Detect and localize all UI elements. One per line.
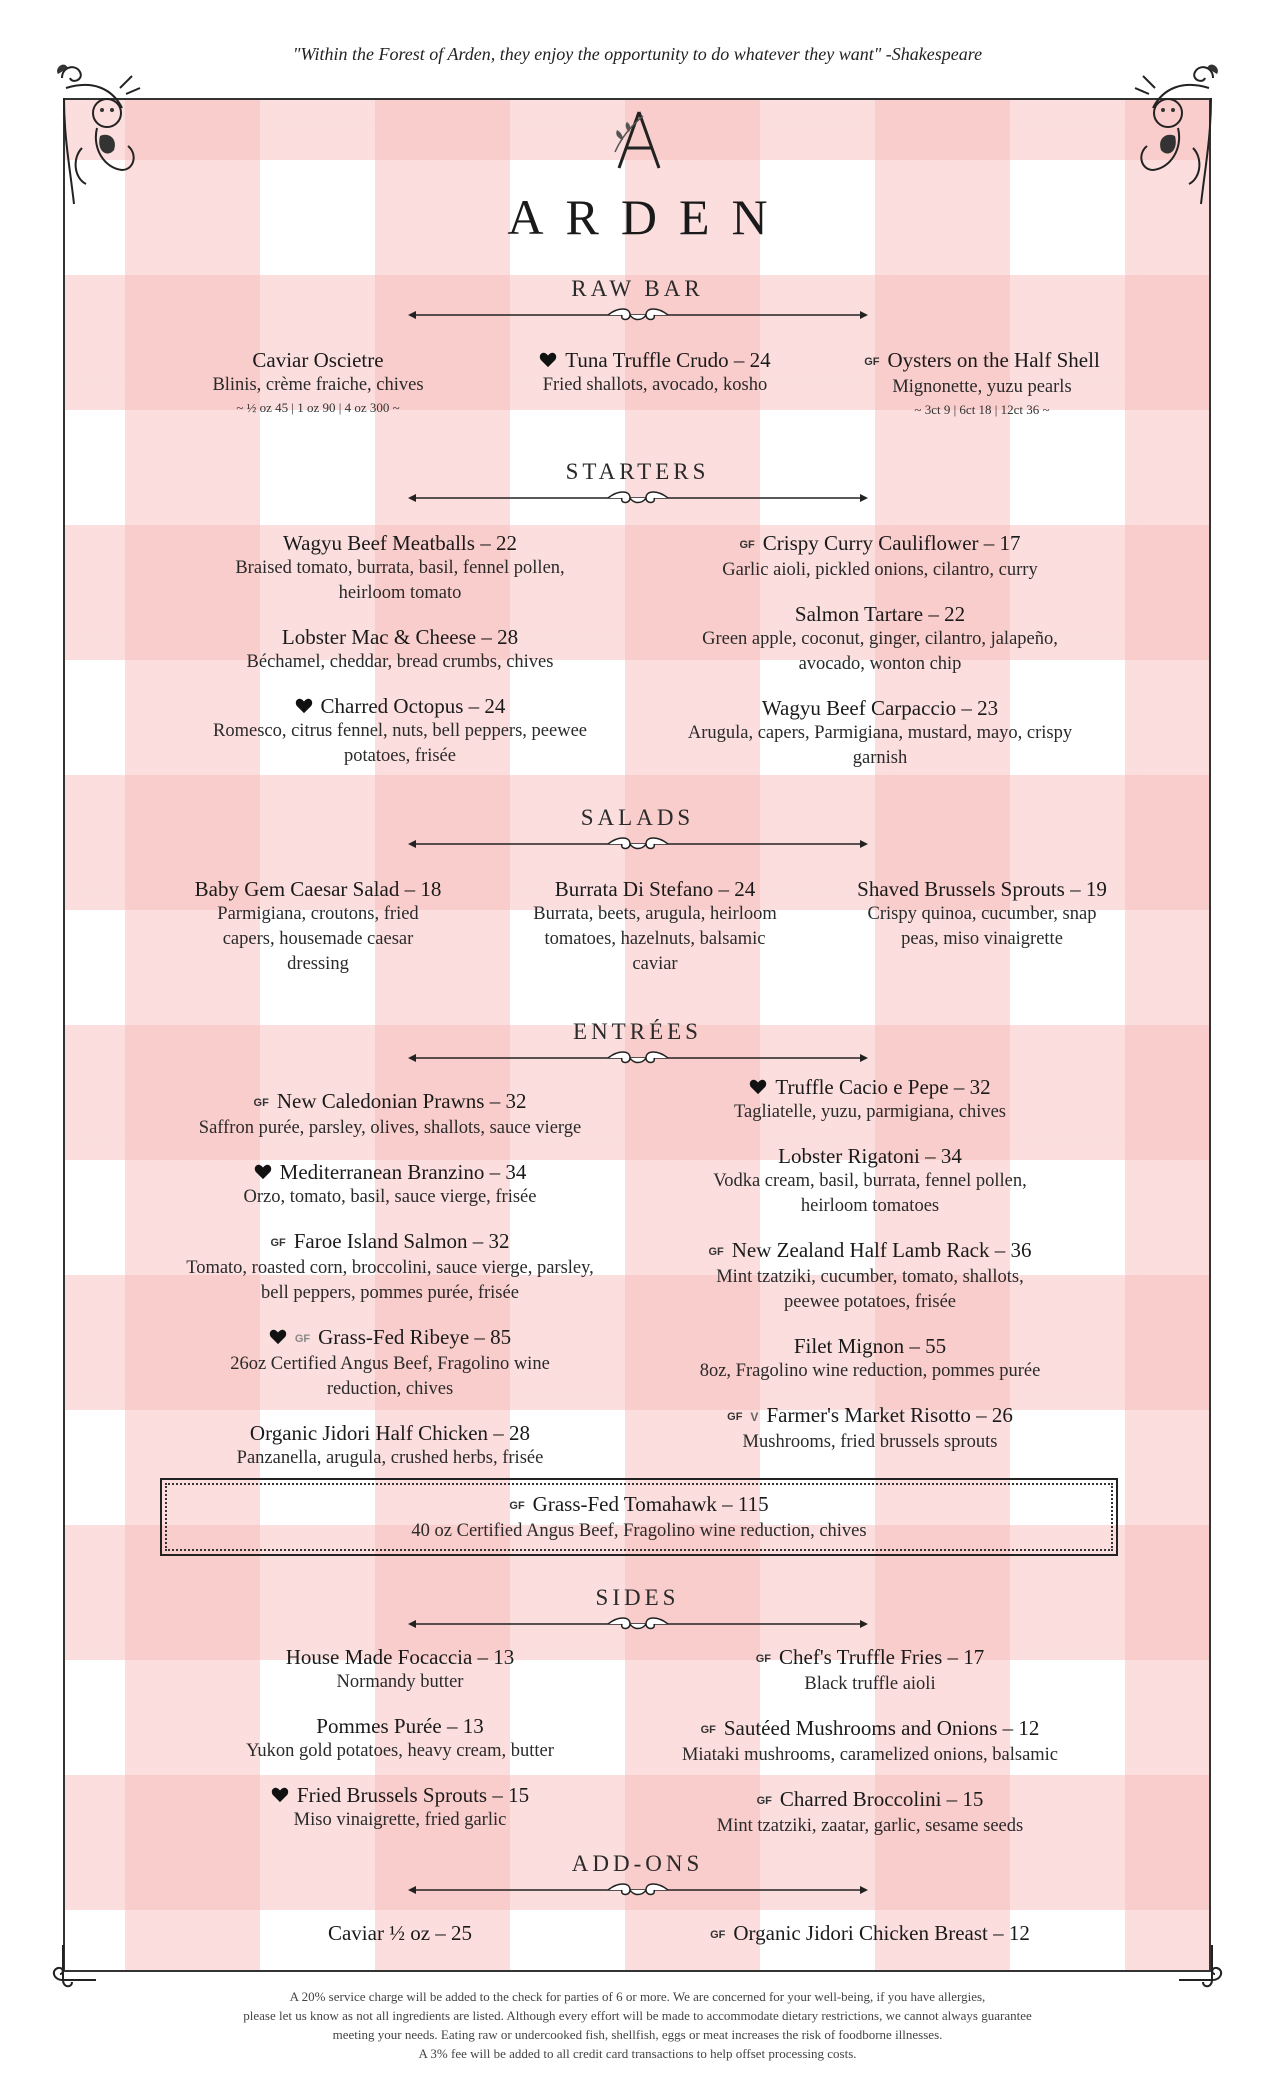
item-name: Lobster Mac & Cheese – 28 — [281, 625, 519, 649]
item-name-row — [170, 1324, 610, 1352]
item-name: House Made Focaccia – 13 — [285, 1645, 515, 1669]
item-description: Fried shallots, avocado, kosho — [542, 375, 768, 395]
starters-right-column — [670, 530, 1090, 789]
item-description: Béchamel, cheddar, bread crumbs, chives — [246, 652, 554, 672]
item-name: Baby Gem Caesar Salad – 18 — [194, 877, 442, 901]
heart-icon — [539, 352, 557, 368]
starters-left-column — [190, 530, 610, 789]
menu-item — [670, 530, 1090, 583]
ornamental-divider-icon — [408, 490, 868, 506]
item-name: New Zealand Half Lamb Rack – 36 — [731, 1238, 1032, 1262]
item-description: Saffron purée, parsley, olives, shallots, sauce vierge — [198, 1118, 582, 1138]
gluten-free-badge: GF — [727, 1411, 743, 1423]
item-name-row — [170, 1159, 610, 1185]
add-ons-items — [180, 1920, 1100, 1966]
item-name: Tuna Truffle Crudo – 24 — [565, 348, 771, 372]
section-title: ENTRÉES — [573, 1019, 702, 1044]
vegetarian-badge: V — [750, 1410, 759, 1424]
item-name-row — [640, 1920, 1100, 1948]
menu-item — [170, 1420, 610, 1471]
item-name: Salmon Tartare – 22 — [794, 602, 966, 626]
item-name-row — [650, 1074, 1090, 1100]
arden-monogram-logo — [0, 108, 1275, 177]
item-description: Mint tzatziki, cucumber, tomato, shallots, peewee potatoes, frisée — [716, 1267, 1024, 1312]
menu-item — [170, 1088, 610, 1141]
section-salads — [0, 804, 1275, 852]
item-name: Chef's Truffle Fries – 17 — [779, 1645, 985, 1669]
item-description: Miataki mushrooms, caramelized onions, balsamic — [681, 1745, 1059, 1765]
menu-item — [168, 347, 468, 420]
menu-item — [170, 1228, 610, 1306]
item-name-row — [180, 1782, 620, 1808]
item-description: Yukon gold potatoes, heavy cream, butter — [246, 1741, 554, 1761]
item-description: Parmigiana, croutons, fried capers, housemade caesar dressing — [217, 904, 419, 974]
gluten-free-badge: GF — [270, 1237, 286, 1249]
menu-item — [190, 624, 610, 675]
section-sides — [0, 1584, 1275, 1632]
heart-icon — [749, 1079, 767, 1095]
entrees-items — [170, 1075, 1090, 1489]
item-name: Farmer's Market Risotto – 26 — [766, 1403, 1013, 1427]
scroll-corner-ornament-icon — [1177, 1940, 1227, 1990]
item-name: Caviar Oscietre — [252, 348, 384, 372]
section-title: SIDES — [595, 1585, 680, 1610]
menu-item — [650, 1143, 1090, 1219]
footer-line: meeting your needs. Eating raw or undercooked fish, shellfish, eggs or meat increases the risk of foodborne illnesses. — [332, 2027, 943, 2042]
item-price-note: ~ 3ct 9 | 6ct 18 | 12ct 36 ~ — [914, 402, 1050, 417]
menu-item — [190, 693, 610, 769]
menu-item — [650, 1402, 1090, 1455]
monogram-a-icon — [603, 108, 673, 172]
item-name: Oysters on the Half Shell — [887, 348, 1100, 372]
item-description: Arugula, capers, Parmigiana, mustard, mayo, crispy garnish — [687, 723, 1073, 768]
menu-item — [505, 876, 805, 977]
ornamental-divider-icon — [408, 307, 868, 323]
item-name-row — [640, 1786, 1100, 1814]
menu-item — [832, 347, 1132, 420]
item-name-row — [832, 347, 1132, 375]
item-description: Tomato, roasted corn, broccolini, sauce vierge, parsley, bell peppers, pommes purée, frisée — [186, 1258, 594, 1303]
item-name: Grass-Fed Tomahawk – 115 — [532, 1492, 769, 1516]
menu-item — [180, 1713, 620, 1764]
menu-item — [180, 1644, 620, 1695]
footer-line: A 20% service charge will be added to the check for parties of 6 or more. We are concerned for your well-being, if you have allergies, — [289, 1989, 986, 2004]
item-name-row — [650, 1237, 1090, 1265]
item-description: Braised tomato, burrata, basil, fennel pollen, heirloom tomato — [235, 558, 565, 603]
menu-item — [650, 1237, 1090, 1315]
item-name: New Caledonian Prawns – 32 — [276, 1089, 527, 1113]
section-title: STARTERS — [565, 459, 710, 484]
gluten-free-badge: GF — [700, 1724, 716, 1736]
section-add-ons — [0, 1850, 1275, 1898]
item-name: Charred Octopus – 24 — [320, 694, 506, 718]
item-description: Green apple, coconut, ginger, cilantro, jalapeño, avocado, wonton chip — [702, 629, 1058, 674]
footer-line: A 3% fee will be added to all credit card transactions to help offset processing costs. — [418, 2046, 857, 2061]
ornamental-divider-icon — [408, 1882, 868, 1898]
gluten-free-badge: GF — [509, 1500, 525, 1512]
menu-item — [190, 530, 610, 606]
sides-left-column — [180, 1644, 620, 1857]
section-title: RAW BAR — [571, 276, 704, 301]
item-name-row — [167, 1491, 1111, 1519]
item-description: Mushrooms, fried brussels sprouts — [742, 1432, 998, 1452]
item-name: Wagyu Beef Carpaccio – 23 — [761, 696, 999, 720]
gluten-free-badge: GF — [253, 1097, 269, 1109]
gluten-free-badge: GF — [708, 1246, 724, 1258]
menu-item — [650, 1074, 1090, 1125]
salads-items — [168, 876, 1132, 995]
item-name: Burrata Di Stefano – 24 — [554, 877, 756, 901]
tomahawk-feature-box — [160, 1478, 1118, 1556]
item-name: Pommes Purée – 13 — [316, 1714, 484, 1738]
item-name: Shaved Brussels Sprouts – 19 — [857, 877, 1107, 901]
item-name: Faroe Island Salmon – 32 — [293, 1229, 510, 1253]
item-description: Blinis, crème fraiche, chives — [212, 375, 424, 395]
item-description: Romesco, citrus fennel, nuts, bell peppers, peewee potatoes, frisée — [213, 721, 587, 766]
ornamental-divider-icon — [408, 1050, 868, 1066]
menu-item — [170, 1159, 610, 1210]
menu-item — [180, 1782, 620, 1833]
item-name: Wagyu Beef Meatballs – 22 — [283, 531, 517, 555]
item-name-row — [170, 1088, 610, 1116]
gluten-free-badge: GF — [755, 1653, 772, 1665]
item-description: Vodka cream, basil, burrata, fennel pollen, heirloom tomatoes — [713, 1171, 1027, 1216]
footer-line: please let us know as not all ingredients are listed. Although every effort will be made to accommodate dietary restrictions, we cannot always guarantee — [243, 2008, 1032, 2023]
tomahawk-feature-inner — [165, 1483, 1113, 1551]
item-description: Orzo, tomato, basil, sauce vierge, frisée — [243, 1187, 537, 1207]
item-description: Mignonette, yuzu pearls — [892, 377, 1072, 397]
item-name: Organic Jidori Chicken Breast – 12 — [733, 1921, 1030, 1945]
item-name: Crispy Curry Cauliflower – 17 — [762, 531, 1021, 555]
item-description: Garlic aioli, pickled onions, cilantro, curry — [722, 560, 1038, 580]
menu-item — [670, 695, 1090, 771]
starters-items — [190, 530, 1090, 789]
heart-icon — [254, 1164, 272, 1180]
item-name: Grass-Fed Ribeye – 85 — [318, 1325, 512, 1349]
item-description: 40 oz Certified Angus Beef, Fragolino wine reduction, chives — [411, 1521, 867, 1541]
section-starters — [0, 458, 1275, 506]
menu-item — [832, 876, 1132, 977]
ornamental-divider-icon — [408, 1616, 868, 1632]
item-description: Mint tzatziki, zaatar, garlic, sesame seeds — [716, 1816, 1024, 1836]
item-name: Caviar ½ oz – 25 — [327, 1921, 473, 1945]
item-description: Miso vinaigrette, fried garlic — [293, 1810, 507, 1830]
section-raw-bar — [0, 275, 1275, 323]
gluten-free-badge: GF — [739, 539, 755, 551]
sides-items — [180, 1644, 1100, 1857]
item-name: Organic Jidori Half Chicken – 28 — [249, 1421, 531, 1445]
item-name: Mediterranean Branzino – 34 — [279, 1160, 527, 1184]
item-name-row — [640, 1644, 1100, 1672]
menu-item — [180, 1920, 620, 1948]
section-entrees — [0, 1018, 1275, 1066]
item-name: Filet Mignon – 55 — [793, 1334, 947, 1358]
sides-right-column — [640, 1644, 1100, 1857]
item-description: Tagliatelle, yuzu, parmigiana, chives — [734, 1102, 1006, 1122]
item-name-row — [670, 530, 1090, 558]
item-name-row — [170, 1228, 610, 1256]
menu-item — [670, 601, 1090, 677]
gluten-free-badge: GF — [864, 356, 880, 368]
scroll-corner-ornament-icon — [48, 1940, 98, 1990]
item-price-note: ~ ½ oz 45 | 1 oz 90 | 4 oz 300 ~ — [236, 400, 400, 415]
heart-icon — [269, 1329, 287, 1345]
item-name-row — [650, 1402, 1090, 1430]
heart-icon — [271, 1787, 289, 1803]
footer-disclaimer — [0, 1987, 1275, 2063]
item-name: Fried Brussels Sprouts – 15 — [296, 1783, 530, 1807]
item-name: Charred Broccolini – 15 — [779, 1787, 984, 1811]
heart-icon — [295, 698, 313, 714]
gluten-free-badge: GF — [756, 1795, 772, 1807]
menu-item — [505, 347, 805, 420]
menu-item — [168, 876, 468, 977]
item-name-row — [190, 693, 610, 719]
section-title: ADD-ONS — [571, 1851, 704, 1876]
item-description: 8oz, Fragolino wine reduction, pommes purée — [699, 1361, 1041, 1381]
item-name: Lobster Rigatoni – 34 — [778, 1144, 962, 1168]
entrees-right-column — [650, 1074, 1090, 1489]
item-description: Normandy butter — [336, 1672, 464, 1692]
item-name-row — [505, 347, 805, 373]
item-description: Panzanella, arugula, crushed herbs, frisée — [236, 1448, 544, 1468]
shakespeare-quote: "Within the Forest of Arden, they enjoy the opportunity to do whatever they want" -Shakespeare — [292, 44, 983, 64]
entrees-left-column — [170, 1088, 610, 1489]
menu-item — [640, 1715, 1100, 1768]
restaurant-name: ARDEN — [507, 189, 790, 245]
menu-item — [650, 1333, 1090, 1384]
item-description: 26oz Certified Angus Beef, Fragolino wine reduction, chives — [230, 1354, 550, 1399]
raw-bar-items — [168, 347, 1132, 438]
item-name-row — [640, 1715, 1100, 1743]
menu-item — [170, 1324, 610, 1402]
menu-item — [640, 1920, 1100, 1948]
menu-item — [640, 1786, 1100, 1839]
item-name: Truffle Cacio e Pepe – 32 — [775, 1075, 991, 1099]
ornamental-divider-icon — [408, 836, 868, 852]
gluten-free-badge: GF — [710, 1929, 726, 1941]
item-description: Black truffle aioli — [804, 1674, 936, 1694]
gluten-free-badge: GF — [294, 1333, 311, 1345]
section-title: SALADS — [580, 805, 695, 830]
item-description: Burrata, beets, arugula, heirloom tomatoes, hazelnuts, balsamic caviar — [533, 904, 777, 974]
item-description: Crispy quinoa, cucumber, snap peas, miso vinaigrette — [867, 904, 1097, 949]
item-name: Sautéed Mushrooms and Onions – 12 — [723, 1716, 1040, 1740]
menu-item — [640, 1644, 1100, 1697]
